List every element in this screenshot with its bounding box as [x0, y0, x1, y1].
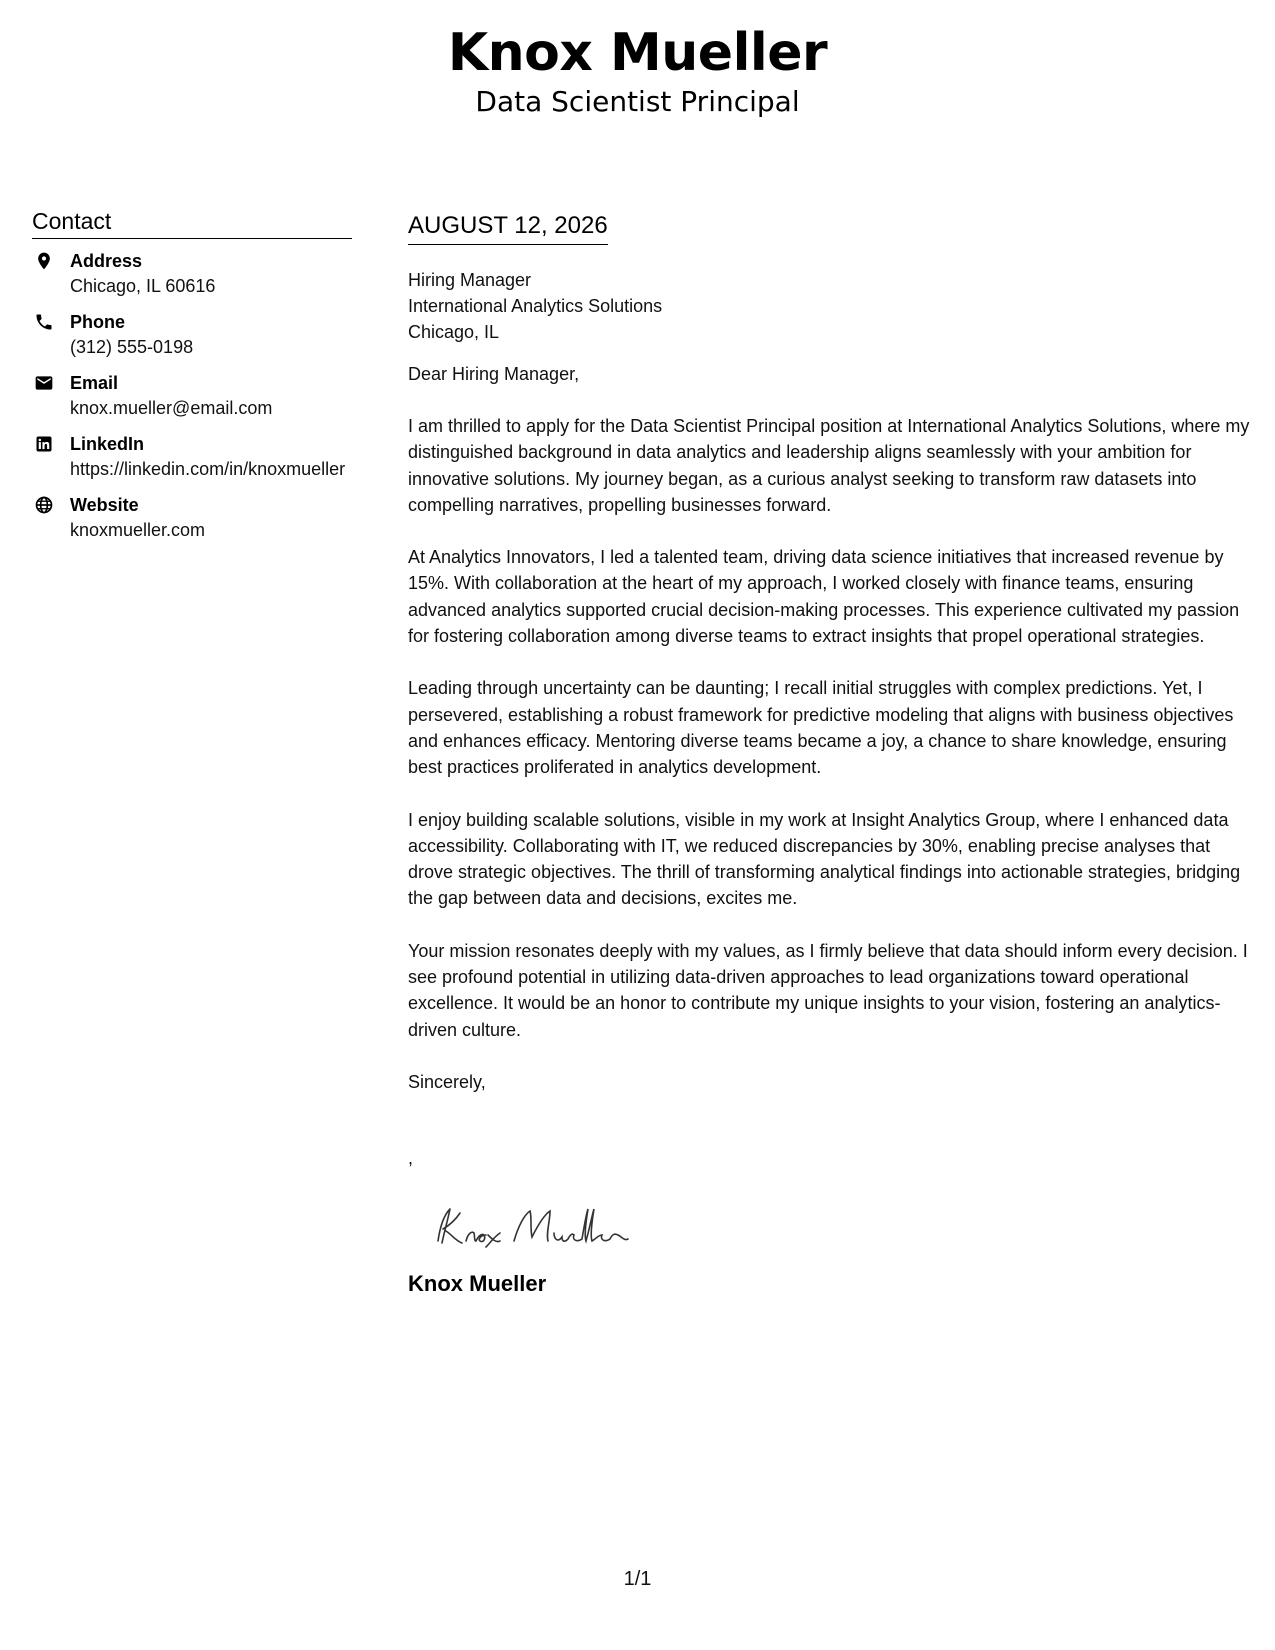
phone-icon [34, 312, 54, 332]
recipient-line-location: Chicago, IL [408, 322, 500, 342]
page-number: 1/1 [623, 1568, 652, 1590]
contact-label-address: Address [70, 251, 143, 271]
contact-value-website[interactable]: knoxmueller.com [70, 520, 206, 540]
contact-item-address [32, 249, 352, 299]
contact-item-linkedin [32, 432, 352, 482]
applicant-title: Data Scientist Principal [475, 85, 800, 118]
contact-item-phone [32, 310, 352, 360]
recipient-block [408, 267, 1253, 345]
closing: Sincerely, [408, 1071, 486, 1092]
contact-value-linkedin[interactable]: https://linkedin.com/in/knoxmueller [70, 459, 346, 479]
letter-paragraph: I am thrilled to apply for the Data Scientist Principal position at International Analytics Solutions, where my distinguished background in data analytics and leadership aligns seamlessly with your ambition for innovative solutions. My journey began, as a curious analyst seeking to transform raw datasets into compelling narratives, propelling businesses forward. [408, 416, 1250, 515]
letter-date: AUGUST 12, 2026 [408, 210, 608, 245]
contact-label-email: Email [70, 373, 119, 393]
handwritten-signature [426, 1197, 656, 1257]
map-pin-icon [34, 251, 54, 271]
contact-label-website: Website [70, 495, 139, 515]
resume-header [0, 22, 1275, 120]
linkedin-icon [34, 434, 54, 454]
letter-paragraph: Your mission resonates deeply with my values, as I firmly believe that data should inform every decision. I see profound potential in utilizing data-driven approaches to lead organizations toward operational excellence. It would be an honor to contribute my unique insights to your vision, fostering an analytics-driven culture. [408, 940, 1248, 1040]
signed-name: Knox Mueller [408, 1270, 547, 1296]
letter-paragraph: I enjoy building scalable solutions, visible in my work at Insight Analytics Group, where I enhanced data accessibility. Collaborating with IT, we reduced discrepancies by 30%, enabling precise analyses that drove strategic objectives. The thrill of transforming analytical findings into actionable strategies, bridging the gap between data and decisions, excites me. [408, 809, 1241, 909]
contact-label-phone: Phone [70, 312, 126, 332]
contact-item-website [32, 493, 352, 543]
email-icon [34, 373, 54, 393]
applicant-name: Knox Mueller [447, 23, 828, 83]
contact-value-phone: (312) 555-0198 [70, 337, 194, 357]
comma-line: , [408, 1147, 414, 1168]
recipient-line-company: International Analytics Solutions [408, 296, 663, 316]
salutation: Dear Hiring Manager, [408, 364, 580, 384]
letter-paragraph: At Analytics Innovators, I led a talented team, driving data science initiatives that increased revenue by 15%. With collaboration at the heart of my approach, I worked closely with finance teams, ensuring advanced analytics supported crucial decision-making processes. This experience cultivated my passion for fostering collaboration among diverse teams to extract insights that propel operational strategies. [408, 547, 1240, 647]
contact-heading: Contact [32, 206, 352, 239]
contact-value-address: Chicago, IL 60616 [70, 276, 216, 296]
contact-list [32, 249, 352, 543]
cover-letter-body [408, 210, 1253, 1299]
contact-label-linkedin: LinkedIn [70, 434, 145, 454]
contact-value-email[interactable]: knox.mueller@email.com [70, 398, 273, 418]
globe-icon [34, 495, 54, 515]
contact-item-email [32, 371, 352, 421]
contact-sidebar [32, 206, 352, 554]
recipient-line-name: Hiring Manager [408, 270, 532, 290]
letter-paragraph: Leading through uncertainty can be daunting; I recall initial struggles with complex predictions. Yet, I persevered, establishing a robust framework for predictive modeling that aligns with business objectives and enhances efficacy. Mentoring diverse teams became a joy, a chance to share knowledge, ensuring best practices proliferated in analytics development. [408, 678, 1234, 778]
